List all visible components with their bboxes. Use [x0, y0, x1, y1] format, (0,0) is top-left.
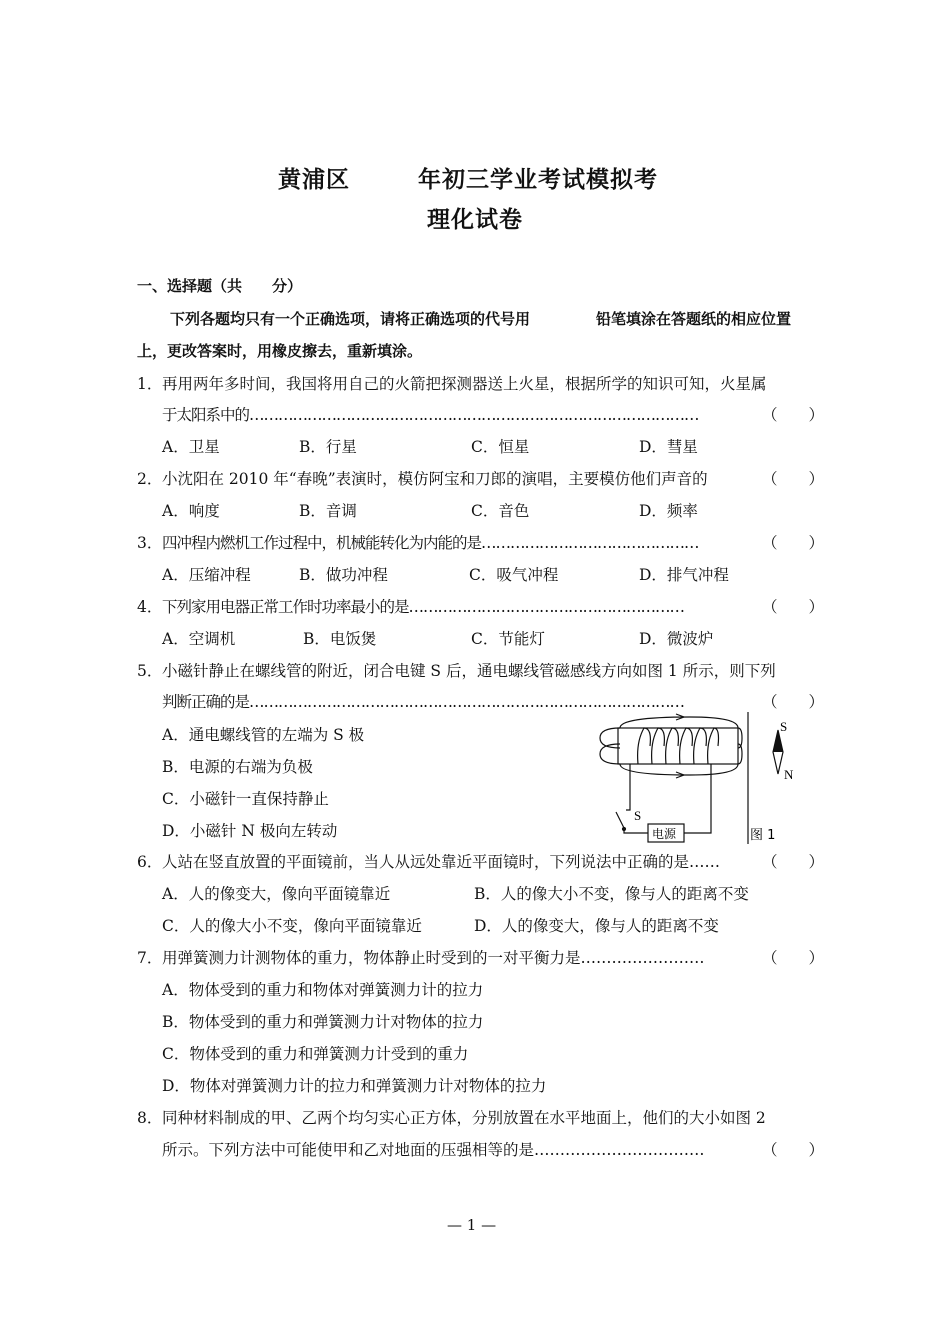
- needle-top-label: S: [780, 719, 788, 734]
- instruction-line1-a: 下列各题均只有一个正确选项，请将正确选项的代号用: [170, 310, 531, 328]
- solenoid-coil: [638, 728, 719, 764]
- figure-1-caption: 图 1: [750, 828, 776, 843]
- q7-option-b: B．物体受到的重力和弹簧测力计对物体的拉力: [162, 1013, 484, 1031]
- q2-number: 2．: [137, 470, 163, 488]
- q6-option-a: A．人的像变大，像向平面镜靠近: [162, 885, 391, 903]
- q2-answer-bracket: （ ）: [762, 470, 825, 488]
- q1-option-d: D．彗星: [639, 438, 698, 456]
- q1-option-b: B．行星: [299, 438, 357, 456]
- q1-option-a: A．卫星: [162, 438, 220, 456]
- q5-option-b: B．电源的右端为负极: [162, 758, 313, 776]
- q3-option-b: B．做功冲程: [299, 566, 388, 584]
- q6-option-b: B．人的像大小不变，像与人的距离不变: [474, 885, 749, 903]
- q5-answer-bracket: （ ）: [762, 693, 825, 711]
- title-district: 黄浦区: [278, 167, 350, 193]
- q3-option-a: A．压缩冲程: [162, 566, 251, 584]
- q1-number: 1．: [137, 375, 163, 393]
- q2-option-a: A．响度: [162, 502, 220, 520]
- q4-number: 4．: [137, 598, 163, 616]
- q6-line1: 人站在竖直放置的平面镜前，当人从远处靠近平面镜时，下列说法中正确的是……: [162, 853, 721, 871]
- q5-line2: 判断正确的是………………………………………………………………………………: [162, 693, 685, 711]
- q8-line2: 所示。下列方法中可能使甲和乙对地面的压强相等的是……………………………: [162, 1141, 705, 1159]
- q7-line1: 用弹簧测力计测物体的重力，物体静止时受到的一对平衡力是……………………: [162, 949, 705, 967]
- q6-option-d: D．人的像变大，像与人的距离不变: [474, 917, 719, 935]
- q5-option-c: C．小磁针一直保持静止: [162, 790, 329, 808]
- q5-option-a: A．通电螺线管的左端为 S 极: [162, 726, 365, 744]
- section-heading: 一、选择题（共 分）: [137, 277, 303, 295]
- q1-option-c: C．恒星: [471, 438, 530, 456]
- q5-number: 5．: [137, 662, 163, 680]
- q3-option-d: D．排气冲程: [639, 566, 729, 584]
- q1-answer-bracket: （ ）: [762, 406, 825, 424]
- q3-line1: 四冲程内燃机工作过程中，机械能转化为内能的是………………………………………: [162, 534, 699, 552]
- q7-option-a: A．物体受到的重力和物体对弹簧测力计的拉力: [162, 981, 484, 999]
- figure-1-solenoid-diagram: [590, 712, 810, 847]
- q5-option-d: D．小磁针 N 极向左转动: [162, 822, 338, 840]
- q7-option-c: C．物体受到的重力和弹簧测力计受到的重力: [162, 1045, 469, 1063]
- power-label: 电源: [652, 827, 677, 841]
- q4-answer-bracket: （ ）: [762, 598, 825, 616]
- q7-option-d: D．物体对弹簧测力计的拉力和弹簧测力计对物体的拉力: [162, 1077, 547, 1095]
- q4-option-b: B．电饭煲: [303, 630, 377, 648]
- q4-option-c: C．节能灯: [471, 630, 545, 648]
- title-main: 年初三学业考试模拟考: [418, 167, 658, 193]
- q6-option-c: C．人的像大小不变，像向平面镜靠近: [162, 917, 422, 935]
- q8-answer-bracket: （ ）: [762, 1141, 825, 1159]
- q1-line1: 再用两年多时间，我国将用自己的火箭把探测器送上火星，根据所学的知识可知，火星属: [162, 375, 767, 393]
- q4-option-a: A．空调机: [162, 630, 236, 648]
- q1-line2: 于太阳系中的…………………………………………………………………………………: [162, 406, 699, 424]
- page-subtitle: 理化试卷: [427, 207, 523, 233]
- q2-option-b: B．音调: [299, 502, 357, 520]
- q5-line1: 小磁针静止在螺线管的附近，闭合电键 S 后，通电螺线管磁感线方向如图 1 所示，则下列: [162, 662, 776, 680]
- instruction-line1-b: 铅笔填涂在答题纸的相应位置: [596, 310, 792, 328]
- q2-option-d: D．频率: [639, 502, 698, 520]
- q8-line1: 同种材料制成的甲、乙两个均匀实心正方体，分别放置在水平地面上，他们的大小如图 2: [162, 1109, 766, 1127]
- q3-answer-bracket: （ ）: [762, 534, 825, 552]
- q2-option-c: C．音色: [471, 502, 530, 520]
- switch-label: S: [634, 808, 642, 823]
- q3-option-c: C．吸气冲程: [469, 566, 559, 584]
- q2-line1: 小沈阳在 2010 年“春晚”表演时，模仿阿宝和刀郎的演唱，主要模仿他们声音的: [162, 470, 708, 488]
- switch-s: [616, 812, 624, 828]
- q4-line1: 下列家用电器正常工作时功率最小的是…………………………………………………: [162, 598, 685, 616]
- q6-answer-bracket: （ ）: [762, 853, 825, 871]
- needle-bottom-label: N: [784, 767, 794, 782]
- q8-number: 8．: [137, 1109, 163, 1127]
- q7-answer-bracket: （ ）: [762, 949, 825, 967]
- q7-number: 7．: [137, 949, 163, 967]
- q3-number: 3．: [137, 534, 163, 552]
- q6-number: 6．: [137, 853, 163, 871]
- q4-option-d: D．微波炉: [639, 630, 714, 648]
- page-number: — 1 —: [447, 1216, 497, 1234]
- instruction-line2: 上，更改答案时，用橡皮擦去，重新填涂。: [137, 342, 423, 360]
